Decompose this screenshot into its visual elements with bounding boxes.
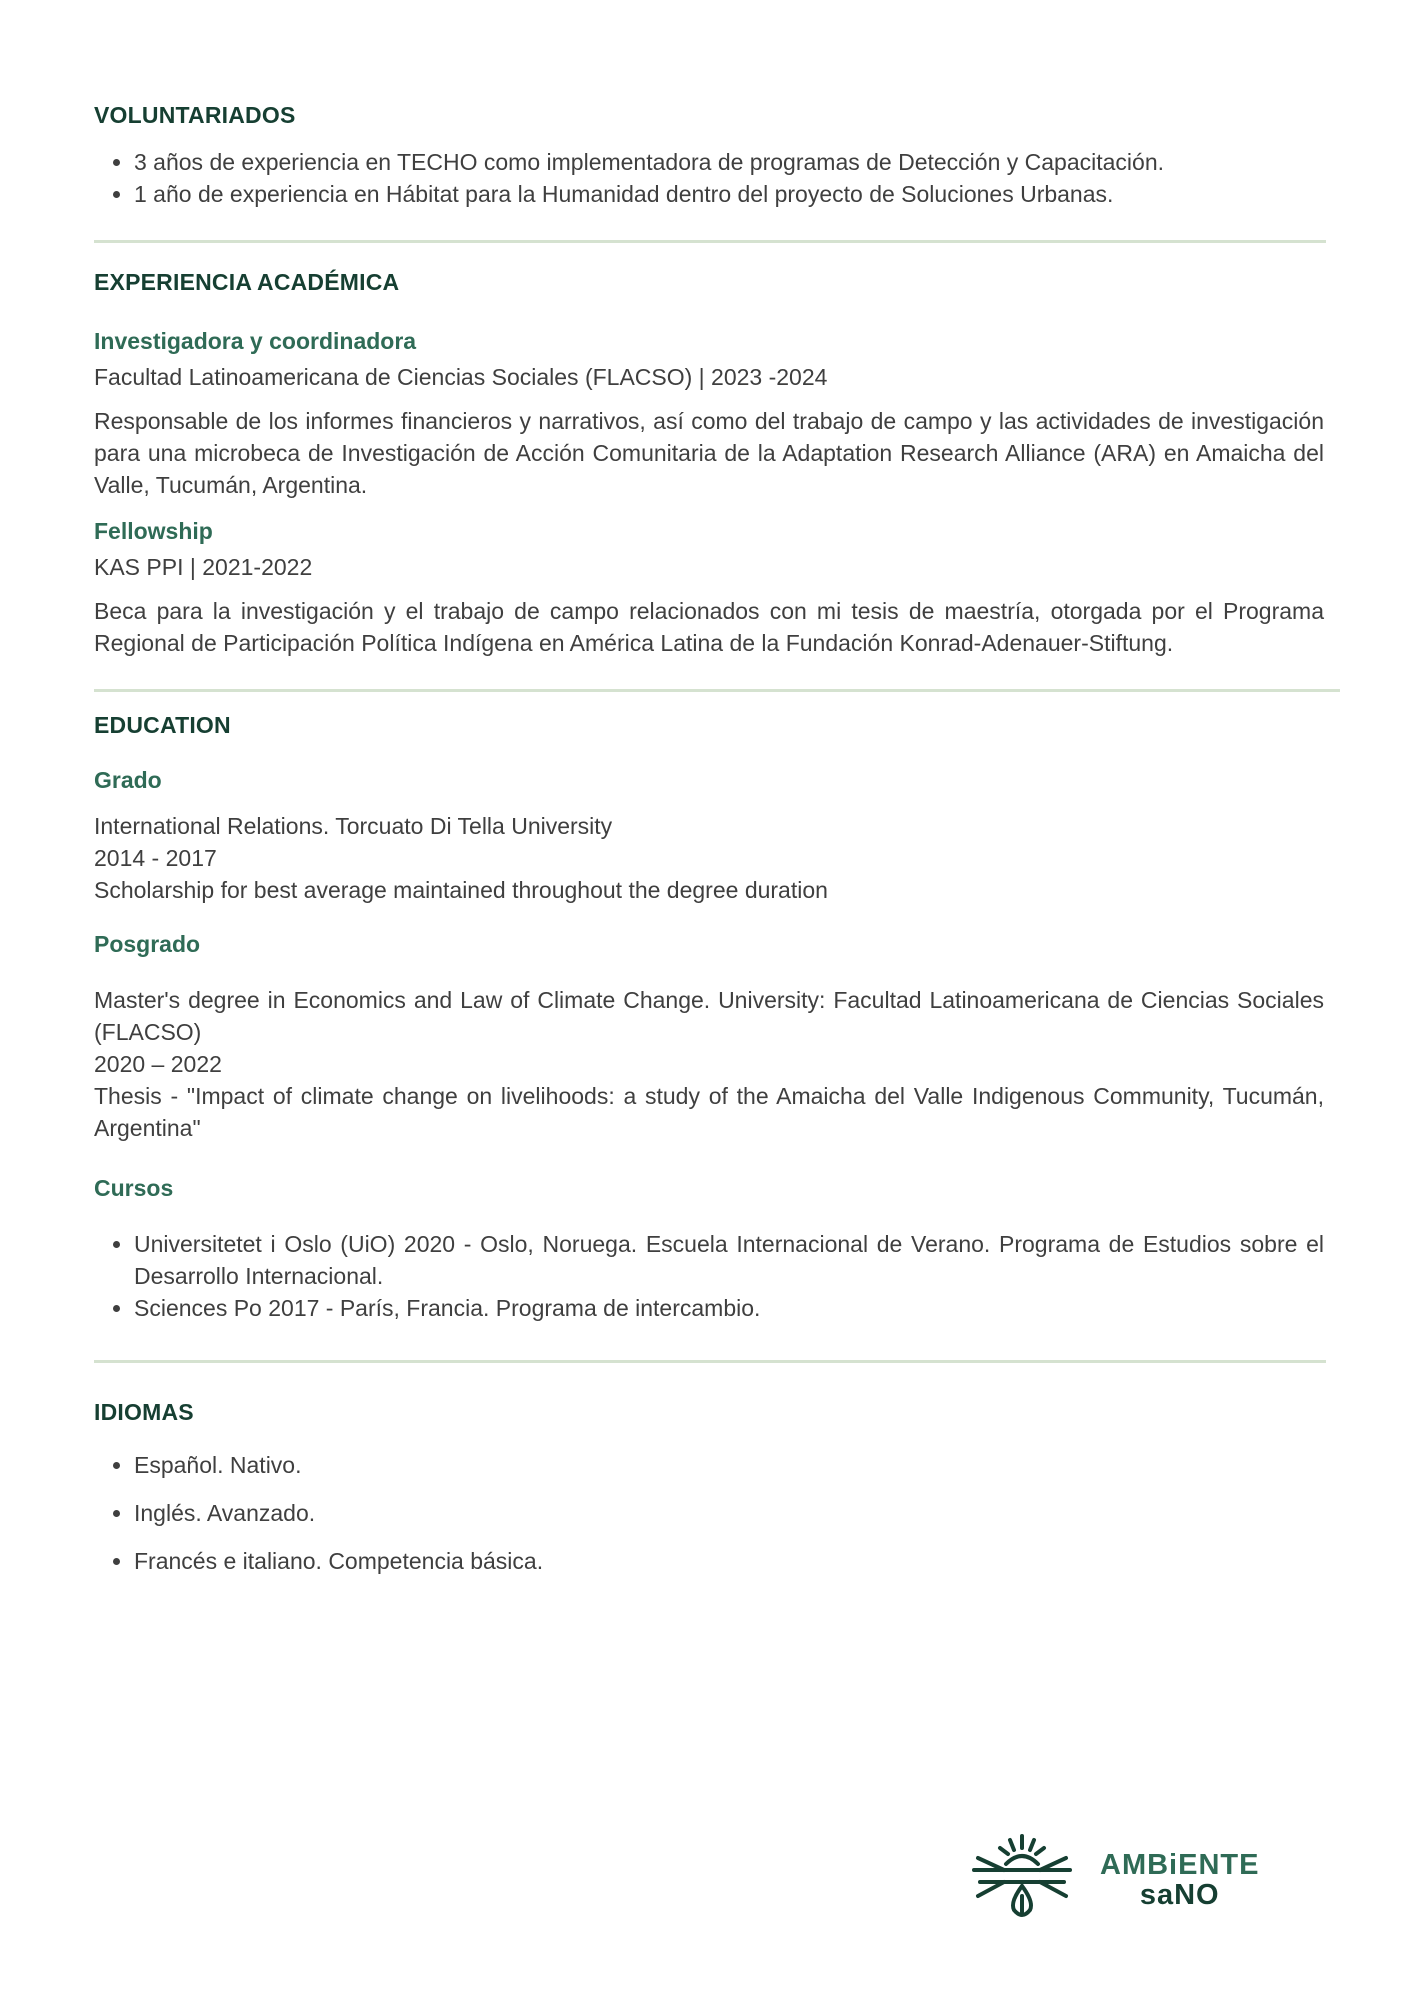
- list-item: • Universitetet i Oslo (UiO) 2020 - Oslo, Noruega. Escuela Internacional de Verano. Programa de Estudios sobre el Desarrollo Internacional.: [134, 1228, 1324, 1292]
- subsection-title-grado: Grado: [94, 767, 162, 793]
- entry-description: Beca para la investigación y el trabajo de campo relacionados con mi tesis de maestría, otorgada por el Programa Regional de Participación Política Indígena en América Latina de la Fundación Konrad-Adenauer-Stiftung.: [94, 598, 1324, 656]
- posgrado-years: 2020 – 2022: [94, 1051, 222, 1077]
- entry-description: Responsable de los informes financieros y narrativos, así como del trabajo de campo y las actividades de investigación para una microbeca de Investigación de Acción Comunitaria de la Adaptation Research Alliance (ARA) en Amaicha del Valle, Tucumán, Argentina.: [94, 408, 1324, 498]
- grado-years: 2014 - 2017: [94, 845, 217, 871]
- section-title-voluntariados: VOLUNTARIADOS: [94, 102, 296, 128]
- logo-line-sano: saNO: [1139, 1879, 1220, 1911]
- entry-role: Fellowship: [94, 518, 213, 544]
- list-item: • Francés e italiano. Competencia básica.: [134, 1545, 1324, 1577]
- section-title-experiencia-academica: EXPERIENCIA ACADÉMICA: [94, 269, 400, 295]
- list-item: • Inglés. Avanzado.: [134, 1497, 1324, 1529]
- idiomas-list: [94, 1449, 1324, 1577]
- section-divider: [94, 240, 1326, 243]
- cursos-list: [94, 1228, 1324, 1324]
- list-item: • Sciences Po 2017 - París, Francia. Programa de intercambio.: [134, 1292, 1324, 1324]
- section-divider: [94, 689, 1340, 692]
- list-item: • 3 años de experiencia en TECHO como implementadora de programas de Detección y Capacitación.: [134, 146, 1324, 178]
- subsection-title-posgrado: Posgrado: [94, 931, 201, 957]
- voluntariados-list: [94, 146, 1324, 210]
- posgrado-degree: Master's degree in Economics and Law of Climate Change. University: Facultad Latinoamericana de Ciencias Sociales (FLACSO): [94, 987, 1324, 1045]
- sun-drop-icon: [970, 1830, 1090, 1930]
- entry-org: KAS PPI | 2021-2022: [94, 554, 313, 580]
- logo-line-ambiente: AMBiENTE: [1100, 1849, 1260, 1881]
- list-item: • Español. Nativo.: [134, 1449, 1324, 1481]
- section-divider: [94, 1360, 1326, 1363]
- list-item: • 1 año de experiencia en Hábitat para la Humanidad dentro del proyecto de Soluciones Urbanas.: [134, 178, 1324, 210]
- entry-org: Facultad Latinoamericana de Ciencias Sociales (FLACSO) | 2023 -2024: [94, 364, 828, 390]
- entry-role: Investigadora y coordinadora: [94, 328, 417, 354]
- section-title-idiomas: IDIOMAS: [94, 1399, 194, 1425]
- ambiente-sano-logo: [970, 1830, 1330, 1930]
- grado-scholarship: Scholarship for best average maintained throughout the degree duration: [94, 877, 828, 903]
- posgrado-thesis: Thesis - "Impact of climate change on livelihoods: a study of the Amaicha del Valle Indigenous Community, Tucumán, Argentina": [94, 1083, 1324, 1141]
- grado-degree: International Relations. Torcuato Di Tella University: [94, 813, 613, 839]
- subsection-title-cursos: Cursos: [94, 1175, 174, 1201]
- resume-content: [94, 96, 1324, 1577]
- section-title-education: EDUCATION: [94, 712, 231, 738]
- logo-wordmark: [1100, 1850, 1259, 1910]
